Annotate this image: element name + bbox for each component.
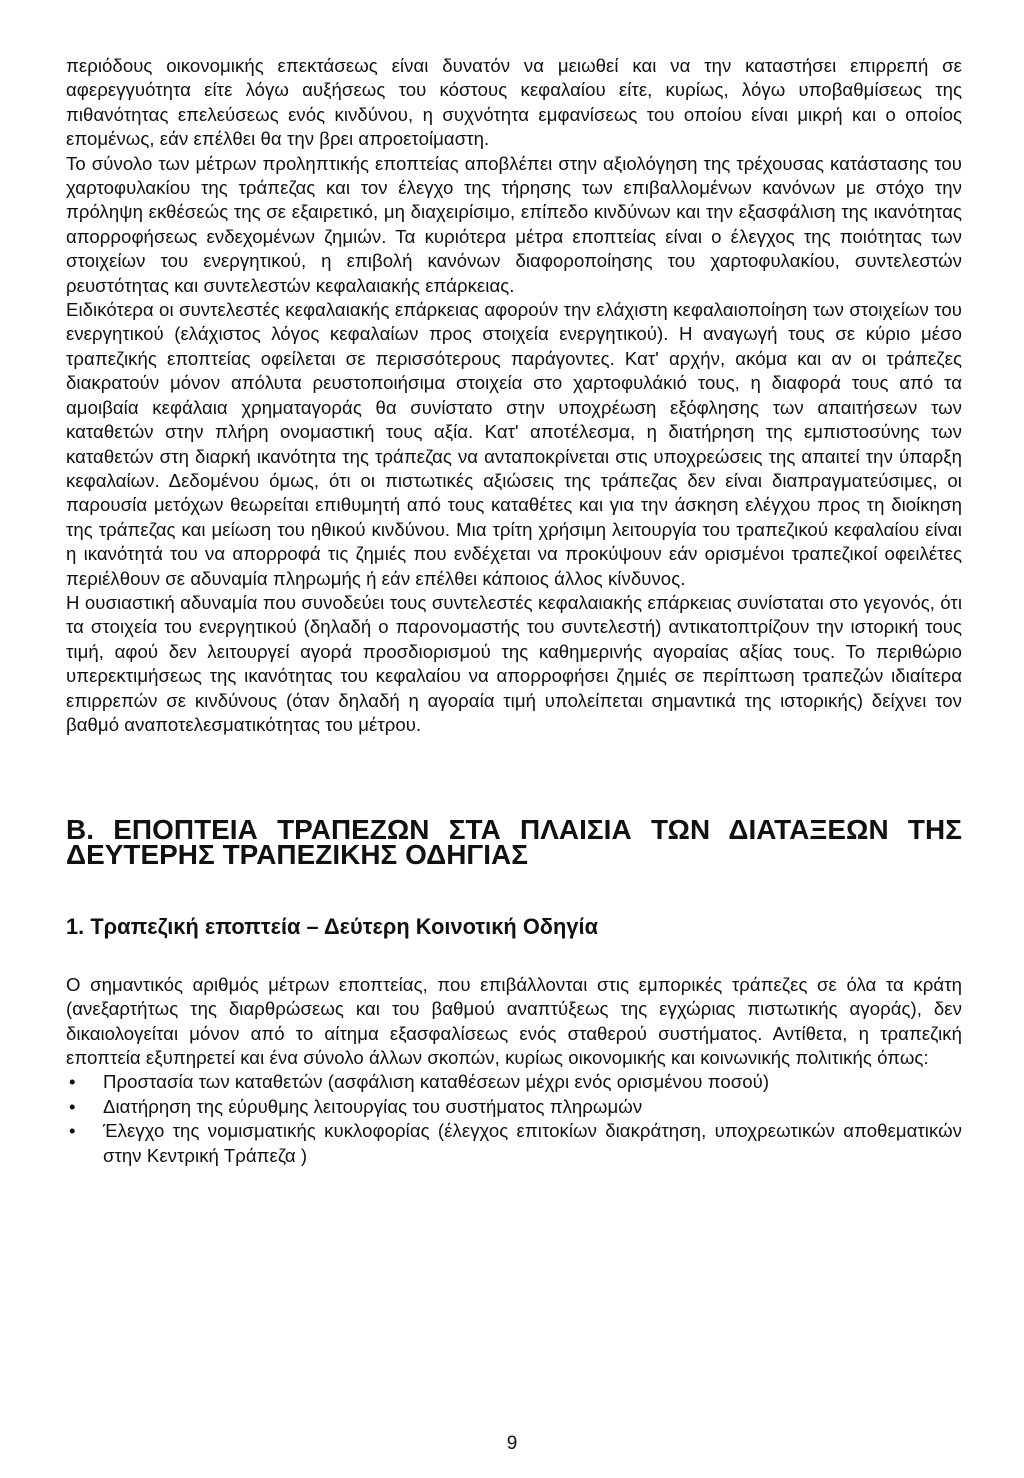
bullet-list — [66, 1070, 962, 1168]
bullet-icon: • — [69, 1095, 76, 1117]
body-paragraph: Η ουσιαστική αδυναμία που συνοδεύει τους συντελεστές κεφαλαιακής επάρκειας συνίσταται στο γεγονός, ότι τα στοιχεία του ενεργητικού (δηλαδή ο παρονομαστής του συντελεστή) αντικατοπτρίζουν την ιστορική τους τιμή, αφού δεν λειτουργεί αγορά προσδιορισμού της καθημερινής αγοραίας αξίας τους. Το περιθώριο υπερεκτιμήσεως της ικανότητας του κεφαλαίου να απορροφήσει ζημιές σε περίπτωση τραπεζών ιδιαίτερα επιρρεπών σε κινδύνους (όταν δηλαδή η αγοραία τιμή υπολείπεται σημαντικά της ιστορικής) δείχνει τον βαθμό αναποτελεσματικότητας του μέτρου. — [66, 591, 962, 735]
bullet-icon: • — [69, 1120, 76, 1142]
list-item — [66, 1095, 962, 1119]
subsection-heading: 1. Τραπεζική εποπτεία – Δεύτερη Κοινοτική Οδηγία — [66, 914, 599, 940]
page-number: 9 — [506, 1433, 518, 1454]
list-item — [66, 1119, 962, 1168]
intro-paragraph: Ο σημαντικός αριθμός μέτρων εποπτείας, που επιβάλλονται στις εμπορικές τράπεζες σε όλα τα κράτη (ανεξαρτήτως της διαρθρώσεως και του βαθμού αναπτύξεως της εγχώριας πιστωτικής αγοράς), δεν δικαιολογείται μόνον από το αίτημα εξασφαλίσεως ενός σταθερού συστήματος. Αντίθετα, η τραπεζική εποπτεία εξυπηρετεί και ένα σύνολο άλλων σκοπών, κυρίως οικονομικής και κοινωνικής πολιτικής όπως: — [66, 973, 962, 1068]
list-item-text: Έλεγχο της νομισματικής κυκλοφορίας (έλεγχος επιτοκίων διακράτηση, υποχρεωτικών αποθεματικών στην Κεντρική Τράπεζα ) — [103, 1120, 962, 1166]
list-item-text: Διατήρηση της εύρυθμης λειτουργίας του συστήματος πληρωμών — [103, 1095, 643, 1117]
body-paragraph: Ειδικότερα οι συντελεστές κεφαλαιακής επάρκειας αφορούν την ελάχιστη κεφαλαιοποίηση των στοιχείων του ενεργητικού (ελάχιστος λόγος κεφαλαίων προς στοιχεία ενεργητικού). Η αναγωγή τους σε κύριο μέσο τραπεζικής εποπτείας οφείλεται σε περισσότερους παράγοντες. Κατ' αρχήν, ακόμα και αν οι τράπεζες διακρατούν μόνον απόλυτα ρευστοποιήσιμα στοιχεία στο χαρτοφυλάκιό τους, η διαφορά τους από τα αμοιβαία κεφάλαια χρηματαγοράς θα συνίστατο στην υποχρέωση εξόφλησης των απαιτήσεων των καταθετών στην πλήρη ονομαστική τους αξία. Κατ' αποτέλεσμα, η διατήρηση της εμπιστοσύνης των καταθετών στη διαρκή ικανότητα της τράπεζας να ανταποκρίνεται στις υποχρεώσεις της απαιτεί την ύπαρξη κεφαλαίων. Δεδομένου όμως, ότι οι πιστωτικές αξιώσεις της τράπεζας δεν είναι διαπραγματεύσιμες, οι παρουσία μετόχων θεωρείται επιθυμητή από τους καταθέτες και για την άσκηση ελέγχου προς τη διοίκηση της τράπεζας και μείωση του ηθικού κινδύνου. Μια τρίτη χρήσιμη λειτουργία του τραπεζικού κεφαλαίου είναι η ικανότητά του να απορροφά τις ζημιές που ενδέχεται να προκύψουν εάν ορισμένοι τραπεζικοί οφειλέτες περιέλθουν σε αδυναμία πληρωμής ή εάν επέλθει κάποιος άλλος κίνδυνος. — [66, 299, 962, 589]
body-paragraph: Το σύνολο των μέτρων προληπτικής εποπτείας αποβλέπει στην αξιολόγηση της τρέχουσας κατάστασης του χαρτοφυλακίου της τράπεζας και τον έλεγχο της τήρησης των επιβαλλομένων κανόνων με στόχο την πρόληψη εκθέσεώς της σε εξαιρετικό, μη διαχειρίσιμο, επίπεδο κινδύνων και την εξασφάλιση της ικανότητας απορροφήσεως ενδεχομένων ζημιών. Τα κυριότερα μέτρα εποπτείας είναι ο έλεγχος της ποιότητας των στοιχείων του ενεργητικού, η επιβολή κανόνων διαφοροποίησης του χαρτοφυλακίου, συντελεστών ρευστότητας και συντελεστών κεφαλαιακής επάρκειας. — [66, 152, 962, 296]
body-paragraph: περιόδους οικονομικής επεκτάσεως είναι δυνατόν να μειωθεί και να την καταστήσει επιρρεπή σε αφερεγγυότητα είτε λόγω αυξήσεως του κόστους κεφαλαίου είτε, κυρίως, λόγω υποβαθμίσεως της πιθανότητας επελεύσεως ενός κινδύνου, η συχνότητα εμφανίσεως του οποίου είναι μικρή και ο οποίος επομένως, εάν επέλθει θα την βρει απροετοίμαστη. — [66, 55, 962, 150]
bullet-icon: • — [69, 1071, 76, 1093]
list-item-text: Προστασία των καταθετών (ασφάλιση καταθέσεων μέχρι ενός ορισμένου ποσού) — [103, 1071, 770, 1093]
section-heading: Β. ΕΠΟΠΤΕΙΑ ΤΡΑΠΕΖΩΝ ΣΤΑ ΠΛΑΙΣΙΑ ΤΩΝ ΔΙΑΤΑΞΕΩΝ ΤΗΣ ΔΕΥΤΕΡΗΣ ΤΡΑΠΕΖΙΚΗΣ ΟΔΗΓΙΑΣ — [66, 814, 962, 870]
list-item — [66, 1070, 962, 1094]
document-page — [66, 54, 962, 1168]
